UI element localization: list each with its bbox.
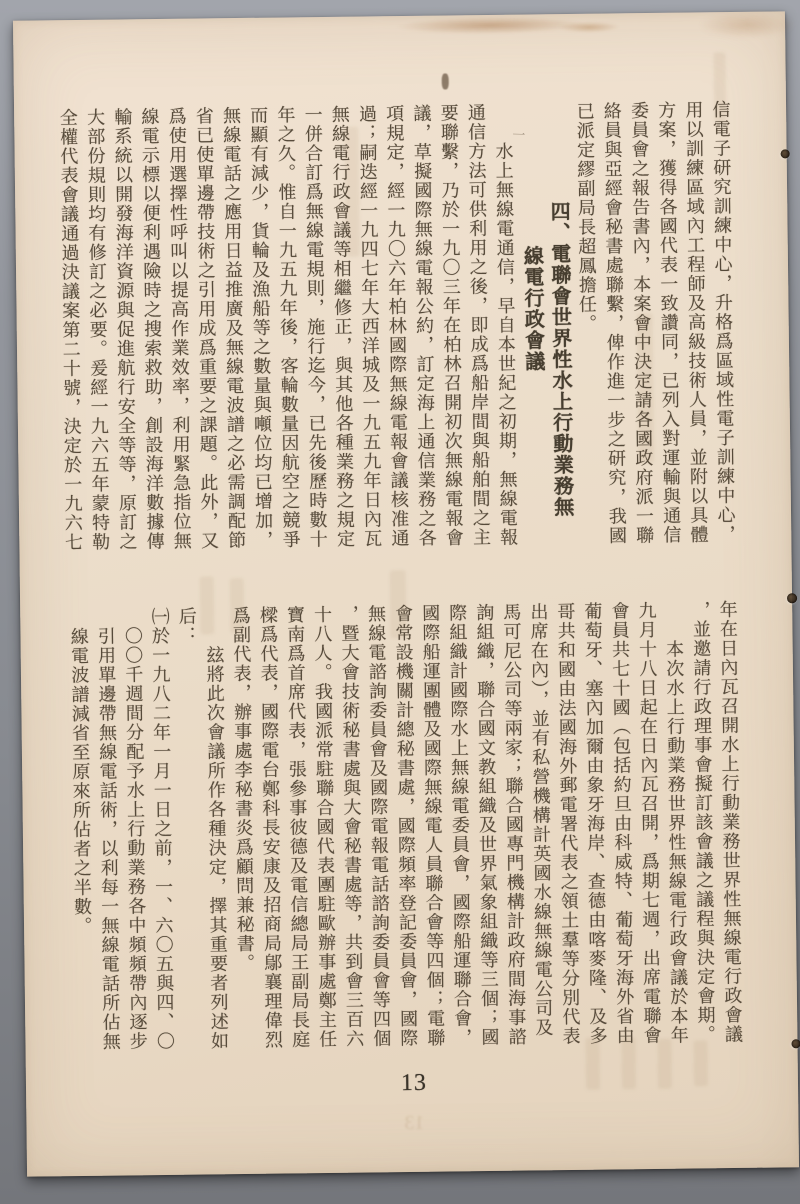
text-column: 通信方法可供利用之後，即成爲船岸間與船舶間之主 [465,102,492,548]
text-column: 用以訓練區域內工程師及高級技術人員，並附以具體 [683,100,709,545]
text-column: 線電示標以便利遇險時之搜索救助，創設海洋數據傳 [139,106,165,552]
text-column: 無線電行政會議等相繼修正，與其他各種業務之規定 [329,104,356,549]
text-column: 信電子研究訓練中心，升格爲區域性電子訓練中心， [710,99,736,545]
text-column: 后： [176,606,198,646]
text-column: 委員會之報告書內，本案會中決定請各國政府派一聯 [628,100,655,546]
text-column: 項規定，經一九〇六年柏林國際無線電報會議核准通 [384,103,410,549]
lower-text-block [13,11,799,1176]
text-column: 會員共七十國（包括約旦由科威特、葡萄牙海外省由 [609,601,635,1046]
text-column: 爲使用選擇性呼叫以提高作業效率，利用緊急指位無 [166,106,192,551]
binding-hole [781,149,790,158]
text-column: 馬可尼公司等兩家；聯合國專門機構計政府間海事諮 [501,602,527,1047]
text-column: 方案，獲得各國代表一致讚同，已列入對運輸與通信 [656,100,682,545]
text-column: 引用單邊帶無線電話術，以利每一無線電話所佔無 [95,626,121,1052]
text-column: 詢組織，聯合國文教組織及世界氣象組織等三個；國 [474,602,500,1048]
section-heading-column: 四、電聯會世界性水上行動業務無 [547,201,573,518]
text-column: 寶南爲首席代表，張參事彼德及電信總局王副局長庭 [284,605,311,1050]
bleedthrough-page-number: 13 [404,1111,425,1135]
page-number: 13 [400,1069,428,1097]
text-column: ，並邀請行政理事會擬訂該會議之議程與決定會期。 [690,600,716,1045]
text-column: 議，草擬國際無線電報公約，訂定海上通信業務之各 [411,103,437,548]
section-heading-column: 線電行政會議 [520,245,544,373]
text-column: 國際船運團體及國際無線電人員聯合會等四個；電聯 [420,603,446,1048]
text-column: 一併合訂爲無線電規則，施行迄今，已先後歷時數十 [302,104,328,550]
binding-hole [791,1039,800,1048]
text-column: ，暨大會技術秘書處與大會秘書處等，共到會三百六 [338,604,365,1049]
text-column: 過；嗣迭經一九四七年大西洋城及一九五九年日內瓦 [356,104,383,549]
text-column: ㈠於一九八二年一月一日之前，一、六〇五與四、〇 [149,606,176,1052]
text-column: 年之久。惟自一九五九年後，客輪數量因航空之競爭 [275,105,301,550]
text-column: 大部份規則均有修訂之必要。爰經一九六五年蒙特勒 [84,107,111,552]
text-column: 樑爲代表，國際電台鄭科長安康及招商局鄔襄理偉烈 [257,605,284,1050]
text-column: 爲副代表，辦事處李秘書炎爲顧問兼秘書。 [230,605,256,973]
text-column: 〇〇千週間分配予水上行動業務各中頻頻帶內逐步 [122,626,148,1052]
text-column: 水上無線電通信，早自本世紀之初期，無線電報 [493,141,519,547]
text-column: 年在日內瓦召開水上行動業務世界性無線電行政會議 [717,599,744,1045]
binding-hole [787,593,797,603]
stray-ink-mark: 一 [512,127,526,143]
text-column: 已派定繆副局長超鳳擔任。 [574,101,598,334]
text-column: 全權代表會議通過決議案第二十號，決定於一九六七 [57,107,84,553]
text-column: 無線電諮詢委員會及國際電報電話諮詢委員會等四個 [365,604,392,1049]
text-column: 無線電話之應用日益推廣及無線電波譜之必需調配節 [220,105,247,551]
text-column: 要聯繫，乃於一九〇三年在柏林召開初次無線電報會 [438,103,464,548]
text-column: 九月十八日起在日內瓦召開，爲期七週，出席電聯會 [636,600,662,1046]
text-column: 哥共和國由法國海外郵電署代表之領土羣等分別代表 [555,601,581,1047]
text-column: 絡員與亞經會秘書處聯繫，俾作進一步之研究，我國 [601,101,628,546]
text-column: 葡萄牙、塞內加爾由象牙海岸、查德由喀麥隆、及多 [582,601,608,1046]
text-column: 會常設機關計總秘書處，國際頻率登記委員會，國際 [393,603,419,1049]
document-page [13,11,799,1176]
text-column: 省已使單邊帶技術之引用成爲重要之課題。此外，又 [193,106,220,551]
text-column: 際組織計國際水上無線電委員會，國際船運聯合會， [447,603,473,1048]
text-column: 輸系統以開發海洋資源與促進航行安全等等，原訂之 [112,107,138,552]
text-column: 出席在內），並有私營機構計英國水線無線電公司及 [528,602,554,1038]
text-column: 十八人。我國派常駐聯合國代表團駐歐辦事處鄭主任 [311,604,338,1050]
text-column: 玆將此次會議所作各種決定，擇其重要者列述如 [204,644,230,1051]
text-column: 而顯有減少，貨輪及漁船等之數量與噸位均已增加， [248,105,274,550]
text-column: 本次水上行動業務世界性無線電行政會議於本年 [663,639,689,1045]
text-column: 線電波譜減省至原來所佔者之半數。 [68,627,93,937]
